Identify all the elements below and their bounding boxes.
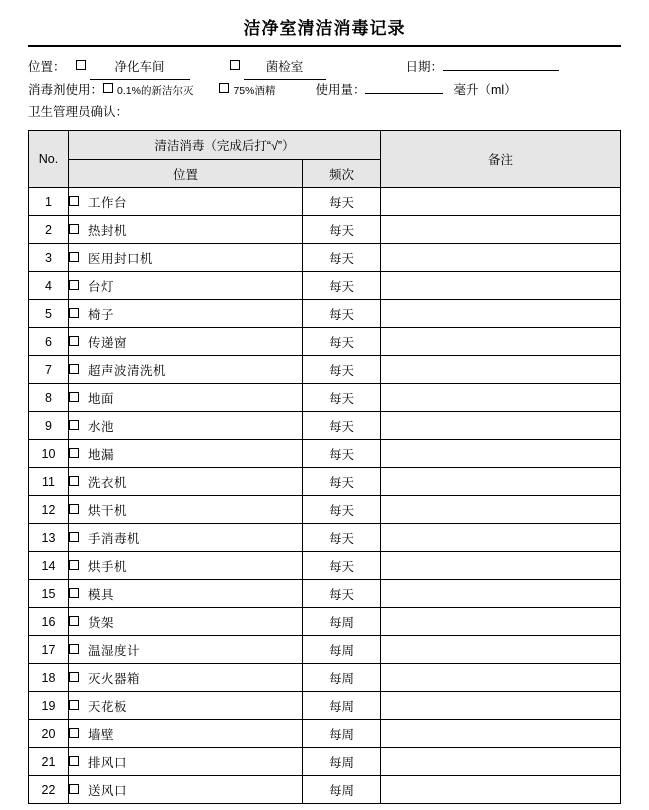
row-note[interactable] [381, 328, 621, 356]
row-checkbox[interactable] [69, 392, 79, 402]
row-frequency: 每周 [303, 664, 381, 692]
row-position-label: 水池 [88, 419, 115, 434]
row-position-cell[interactable] [69, 468, 303, 496]
row-number: 3 [29, 244, 69, 272]
checkbox-sterility-room[interactable] [230, 60, 240, 70]
disinfectant-label: 消毒剂使用： [28, 83, 104, 97]
row-position-cell[interactable] [69, 496, 303, 524]
row-position-cell[interactable] [69, 692, 303, 720]
row-position-label: 手消毒机 [88, 531, 141, 546]
row-frequency: 每天 [303, 552, 381, 580]
row-position-cell[interactable] [69, 356, 303, 384]
row-checkbox[interactable] [69, 644, 79, 654]
row-note[interactable] [381, 552, 621, 580]
table-row [29, 608, 621, 636]
row-position-label: 椅子 [88, 307, 115, 322]
row-number: 2 [29, 216, 69, 244]
row-note[interactable] [381, 216, 621, 244]
usage-input[interactable] [365, 92, 443, 94]
row-position-label: 洗衣机 [88, 475, 128, 490]
row-note[interactable] [381, 496, 621, 524]
row-position-cell[interactable] [69, 776, 303, 804]
table-row [29, 692, 621, 720]
row-checkbox[interactable] [69, 504, 79, 514]
row-checkbox[interactable] [69, 756, 79, 766]
row-position-cell[interactable] [69, 664, 303, 692]
row-note[interactable] [381, 356, 621, 384]
row-number: 7 [29, 356, 69, 384]
disinfectant-option-alcohol[interactable]: 75%酒精 [233, 85, 276, 97]
page-title: 洁净室清洁消毒记录 [243, 19, 406, 38]
table-row [29, 328, 621, 356]
row-note[interactable] [381, 384, 621, 412]
row-position-cell[interactable] [69, 328, 303, 356]
column-header-note: 备注 [381, 131, 621, 188]
row-frequency: 每周 [303, 720, 381, 748]
row-number: 17 [29, 636, 69, 664]
row-frequency: 每天 [303, 468, 381, 496]
row-frequency: 每天 [303, 188, 381, 216]
table-row [29, 300, 621, 328]
row-position-label: 排风口 [88, 755, 128, 770]
column-header-no: No. [29, 131, 69, 188]
table-row [29, 468, 621, 496]
row-number: 18 [29, 664, 69, 692]
row-note[interactable] [381, 244, 621, 272]
row-checkbox[interactable] [69, 364, 79, 374]
row-position-label: 送风口 [88, 783, 128, 798]
row-position-cell[interactable] [69, 608, 303, 636]
row-frequency: 每天 [303, 356, 381, 384]
title-block [28, 0, 621, 43]
table-row [29, 776, 621, 804]
row-frequency: 每周 [303, 776, 381, 804]
row-note[interactable] [381, 748, 621, 776]
row-note[interactable] [381, 300, 621, 328]
row-number: 11 [29, 468, 69, 496]
row-checkbox[interactable] [69, 784, 79, 794]
checkbox-clean-room[interactable] [76, 60, 86, 70]
row-note[interactable] [381, 636, 621, 664]
row-position-label: 地漏 [88, 447, 115, 462]
row-note[interactable] [381, 580, 621, 608]
row-checkbox[interactable] [69, 476, 79, 486]
row-note[interactable] [381, 412, 621, 440]
header-fields [28, 57, 621, 123]
table-row [29, 216, 621, 244]
row-note[interactable] [381, 188, 621, 216]
row-position-cell[interactable] [69, 188, 303, 216]
table-header [29, 131, 621, 188]
row-position-label: 烘干机 [88, 503, 128, 518]
row-position-label: 台灯 [88, 279, 115, 294]
row-checkbox[interactable] [69, 280, 79, 290]
table-body [29, 188, 621, 804]
row-frequency: 每天 [303, 384, 381, 412]
table-row [29, 384, 621, 412]
row-frequency: 每天 [303, 412, 381, 440]
checkbox-alcohol[interactable] [219, 83, 229, 93]
table-header-row-1 [29, 131, 621, 160]
location-option-sterility-room[interactable]: 菌检室 [244, 57, 326, 80]
column-header-frequency: 频次 [303, 160, 381, 188]
row-number: 8 [29, 384, 69, 412]
row-checkbox[interactable] [69, 588, 79, 598]
row-number: 6 [29, 328, 69, 356]
row-number: 21 [29, 748, 69, 776]
row-checkbox[interactable] [69, 700, 79, 710]
row-position-cell[interactable] [69, 636, 303, 664]
location-label: 位置： [28, 60, 66, 74]
row-position-cell[interactable] [69, 384, 303, 412]
table-row [29, 664, 621, 692]
row-number: 10 [29, 440, 69, 468]
row-note[interactable] [381, 468, 621, 496]
row-checkbox[interactable] [69, 448, 79, 458]
disinfectant-option-benzalkonium[interactable]: 0.1%的新洁尔灭 [117, 85, 194, 97]
table-row [29, 524, 621, 552]
row-position-cell[interactable] [69, 412, 303, 440]
row-position-cell[interactable] [69, 440, 303, 468]
row-position-label: 灭火器箱 [88, 671, 141, 686]
checkbox-benzalkonium[interactable] [103, 83, 113, 93]
table-row [29, 272, 621, 300]
row-position-label: 模具 [88, 587, 115, 602]
row-number: 15 [29, 580, 69, 608]
table-row [29, 580, 621, 608]
row-checkbox[interactable] [69, 196, 79, 206]
row-frequency: 每周 [303, 608, 381, 636]
row-checkbox[interactable] [69, 336, 79, 346]
table-row [29, 496, 621, 524]
row-frequency: 每天 [303, 524, 381, 552]
table-row [29, 188, 621, 216]
row-number: 5 [29, 300, 69, 328]
table-row [29, 720, 621, 748]
row-note[interactable] [381, 776, 621, 804]
location-row [28, 57, 621, 80]
row-position-cell[interactable] [69, 244, 303, 272]
row-position-label: 工作台 [88, 195, 128, 210]
row-frequency: 每天 [303, 272, 381, 300]
usage-label: 使用量： [315, 83, 366, 97]
row-frequency: 每天 [303, 580, 381, 608]
row-number: 1 [29, 188, 69, 216]
row-number: 19 [29, 692, 69, 720]
row-number: 16 [29, 608, 69, 636]
row-number: 14 [29, 552, 69, 580]
row-position-label: 烘手机 [88, 559, 128, 574]
row-note[interactable] [381, 440, 621, 468]
confirm-row [28, 102, 621, 123]
row-checkbox[interactable] [69, 616, 79, 626]
row-frequency: 每周 [303, 636, 381, 664]
row-frequency: 每周 [303, 692, 381, 720]
row-frequency: 每天 [303, 328, 381, 356]
row-checkbox[interactable] [69, 420, 79, 430]
row-checkbox[interactable] [69, 672, 79, 682]
row-note[interactable] [381, 664, 621, 692]
usage-unit-label: 毫升（ml） [453, 83, 517, 97]
row-position-label: 医用封口机 [88, 251, 154, 266]
row-position-cell[interactable] [69, 216, 303, 244]
row-checkbox[interactable] [69, 532, 79, 542]
table-row [29, 636, 621, 664]
row-number: 22 [29, 776, 69, 804]
row-checkbox[interactable] [69, 560, 79, 570]
row-checkbox[interactable] [69, 224, 79, 234]
date-input[interactable] [443, 69, 559, 71]
table-row [29, 440, 621, 468]
row-note[interactable] [381, 720, 621, 748]
table-row [29, 412, 621, 440]
row-number: 9 [29, 412, 69, 440]
row-position-label: 天花板 [88, 699, 128, 714]
row-note[interactable] [381, 692, 621, 720]
row-note[interactable] [381, 272, 621, 300]
row-frequency: 每天 [303, 440, 381, 468]
row-position-cell[interactable] [69, 580, 303, 608]
row-number: 20 [29, 720, 69, 748]
confirm-label: 卫生管理员确认： [28, 105, 129, 119]
date-label: 日期： [405, 60, 444, 74]
row-note[interactable] [381, 608, 621, 636]
table-row [29, 748, 621, 776]
row-number: 13 [29, 524, 69, 552]
row-position-label: 超声波清洗机 [88, 363, 167, 378]
disinfectant-row [28, 80, 621, 102]
row-position-label: 货架 [88, 615, 115, 630]
row-position-cell[interactable] [69, 300, 303, 328]
row-frequency: 每天 [303, 216, 381, 244]
row-frequency: 每天 [303, 300, 381, 328]
row-frequency: 每天 [303, 244, 381, 272]
row-checkbox[interactable] [69, 252, 79, 262]
column-header-group: 清洁消毒（完成后打“√”） [69, 131, 381, 160]
row-checkbox[interactable] [69, 728, 79, 738]
cleaning-record-table [28, 130, 621, 804]
location-option-clean-room[interactable]: 净化车间 [90, 57, 190, 80]
row-position-cell[interactable] [69, 748, 303, 776]
row-position-label: 传递窗 [88, 335, 128, 350]
row-number: 4 [29, 272, 69, 300]
title-divider [28, 45, 621, 47]
table-row [29, 356, 621, 384]
column-header-position: 位置 [69, 160, 303, 188]
row-position-cell[interactable] [69, 552, 303, 580]
table-row [29, 244, 621, 272]
row-note[interactable] [381, 524, 621, 552]
table-row [29, 552, 621, 580]
row-position-cell[interactable] [69, 524, 303, 552]
row-number: 12 [29, 496, 69, 524]
row-frequency: 每周 [303, 748, 381, 776]
row-position-cell[interactable] [69, 720, 303, 748]
row-position-label: 地面 [88, 391, 115, 406]
row-frequency: 每天 [303, 496, 381, 524]
row-position-label: 热封机 [88, 223, 128, 238]
row-position-label: 温湿度计 [88, 643, 141, 658]
row-checkbox[interactable] [69, 308, 79, 318]
row-position-label: 墙壁 [88, 727, 115, 742]
row-position-cell[interactable] [69, 272, 303, 300]
